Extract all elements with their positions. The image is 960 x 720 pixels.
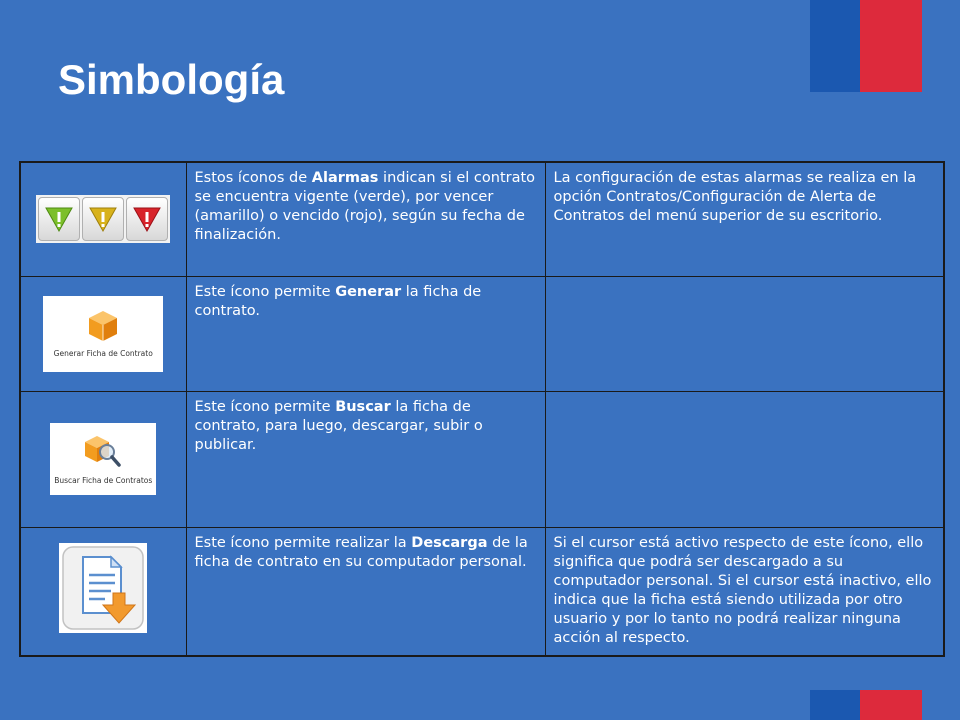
descarga-note: Si el cursor está activo respecto de este ícono, ello significa que podrá ser descargado a su computador personal. Si el cursor está inactivo, ello indica que la ficha está siendo utilizada por otro usuario y por lo tanto no podrá realizar ninguna acción al respecto.	[545, 527, 944, 656]
descarga-description: Este ícono permite realizar la Descarga de la ficha de contrato en su computador personal.	[186, 527, 545, 656]
flag-decoration-bottom	[810, 690, 922, 720]
table-row-generar	[20, 276, 944, 391]
generar-ficha-panel	[43, 296, 163, 372]
buscar-ficha-icon	[83, 434, 123, 470]
table-row-descarga	[20, 527, 944, 656]
flag-blue-stripe	[810, 690, 860, 720]
flag-blue-stripe	[810, 0, 860, 92]
descarga-icon-cell	[20, 527, 186, 656]
alarmas-description: Estos íconos de Alarmas indican si el contrato se encuentra vigente (verde), por vencer (amarillo) o vencido (rojo), según su fecha de finalización.	[186, 162, 545, 276]
flag-red-stripe	[860, 0, 922, 92]
descarga-icon	[59, 543, 147, 633]
buscar-description: Este ícono permite Buscar la ficha de contrato, para luego, descargar, subir o publicar.	[186, 391, 545, 527]
generar-icon-cell	[20, 276, 186, 391]
buscar-ficha-label: Buscar Ficha de Contratos	[54, 475, 153, 485]
symbology-table	[19, 161, 945, 657]
flag-decoration-top	[810, 0, 922, 92]
alarm-icons	[36, 195, 170, 243]
buscar-icon-cell	[20, 391, 186, 527]
alarm-green-icon	[38, 197, 80, 241]
generar-note	[545, 276, 944, 391]
slide-title: Simbología	[58, 56, 285, 103]
descarga-panel	[59, 543, 147, 633]
table-row-alarmas	[20, 162, 944, 276]
alarm-yellow-icon	[82, 197, 124, 241]
generar-ficha-label: Generar Ficha de Contrato	[53, 349, 153, 358]
buscar-ficha-panel	[50, 423, 156, 495]
table-row-buscar	[20, 391, 944, 527]
alarm-red-icon	[126, 197, 168, 241]
flag-red-stripe	[860, 690, 922, 720]
alarm-icons-cell	[20, 162, 186, 276]
alarmas-note: La configuración de estas alarmas se realiza en la opción Contratos/Configuración de Alerta de Contratos del menú superior de su escritorio.	[545, 162, 944, 276]
generar-description: Este ícono permite Generar la ficha de contrato.	[186, 276, 545, 391]
generar-ficha-icon	[86, 309, 120, 343]
buscar-note	[545, 391, 944, 527]
